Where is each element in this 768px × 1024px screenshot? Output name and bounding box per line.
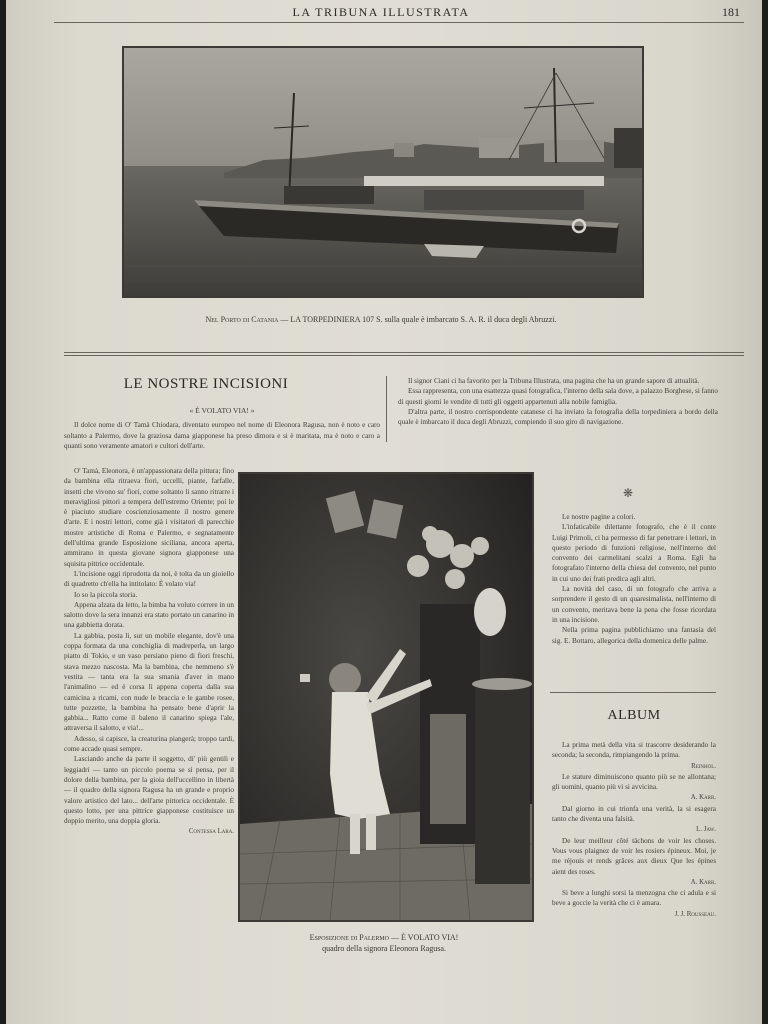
right-paragraph: Le nostre pagine a colori.: [562, 513, 636, 521]
article-title: LE NOSTRE INCISIONI: [123, 376, 289, 392]
painting-caption-line2: quadro della signora Eleonora Ragusa.: [322, 944, 446, 953]
page-number: 181: [722, 5, 740, 19]
top-photo-caption-text: — LA TORPEDINIERA 107 S. sulla quale è imbarcato S. A. R. il duca degli Abruzzi.: [278, 315, 557, 324]
journal-title: LA TRIBUNA ILLUSTRATA: [292, 5, 470, 19]
section-rule-1: [64, 352, 744, 353]
article-paragraph: L'incisione oggi riprodotta da noi, è tolta da un gioiello di quadretto ch'ella ha intitolato: È volato via!: [64, 569, 234, 589]
article-signature: Contessa Lara.: [188, 828, 234, 836]
article-paragraph: Appena alzata da letto, la bimba ha voluto correre in un salotto dove la sera innanzi era stato portato un canarino in una gabbietta dorata.: [64, 600, 234, 630]
album-quote: La prima metà della vita si trascorre desiderando la seconda; la seconda, rimpiangendo la prima.: [552, 741, 716, 760]
album-quote: Le stature diminuiscono quanto più se ne allontana; gli uomini, quanto più vi si avvicina.: [552, 772, 716, 792]
right-column-top: [398, 376, 718, 427]
album-quote: Dal giorno in cui trionfa una verità, la si esagera tanto che diventa una falsità.: [552, 804, 716, 824]
album-quote: Si beve a lunghi sorsi la menzogna che ci adula e si beve a goccie la verità che ci è amara.: [552, 889, 716, 908]
article-paragraph: Il dolce nome di O' Tamà Chiodara, diventato europeo nel nome di Eleonora Ragusa, non è noto e caro soltanto a Palermo, dove la graziosa dama giapponese ha preso dimora e si è maritata, ma è noto e caro a quanti sono veramente amatori e cultori dell'arte.: [64, 421, 380, 450]
album-rule: [550, 692, 716, 693]
torpedo-boat-illustration: [124, 48, 642, 296]
header-rule: [54, 22, 744, 23]
torpedo-boat-photo: [122, 46, 644, 298]
album-quote: De leur meilleur côté tâchons de voir les choses. Vous vous plaignez de voir les rosiers épineux. Moi, je me réjouis et rends grâces aux dieux Que les épines aient des roses.: [552, 836, 716, 876]
album-title: ALBUM: [607, 708, 661, 723]
right-paragraph: Essa rappresenta, con una esattezza quasi fotografica, l'interno della sala dove, a palazzo Borghese, si fanno di questi giorni le vendite di tutti gli oggetti appartenuti alla nobile famiglia.: [398, 387, 718, 406]
article-left-column: [64, 466, 234, 838]
painting-photo: [238, 472, 534, 922]
article-paragraph: O' Tamà, Eleonora, è un'appassionata della pittura; fino da bambina ella ritraeva fiori, uccelli, piante, farfalle, insetti che vivono su' fiori, come soltanto li sanno ritrarre i meravigliosi pittori a tempera dell'estremo Oriente; poi le è piaciuto studiare coscienziosamente il nostro genere d'arte. E i nostri lettori, come già i visitatori di parecchie mostre artistiche di Roma e Palermo, e segnatamente dell'ultima grande Esposizione siciliana, ancora aperta, ammirano in questa giovane signora giapponese una squisita pittrice occidentale.: [64, 467, 234, 568]
right-paragraph: Il signor Ciani ci ha favorito per la Tribuna Illustrata, una pagina che ha un grande sapore di attualità.: [408, 377, 700, 385]
album-quote-author: J. J. Rousseau.: [674, 910, 716, 918]
article-intro: [64, 406, 380, 451]
page-header: [6, 5, 762, 23]
right-column: [552, 512, 716, 646]
article-paragraph: Adesso, si capisce, la creaturina piangerà; troppo tardi, come accade quasi sempre.: [64, 734, 234, 754]
album-quote-author: A. Karr.: [690, 878, 716, 886]
article-subtitle: « È VOLATO VIA! »: [189, 406, 255, 415]
section-rule-2: [64, 355, 744, 356]
top-photo-caption-place: Nel Porto di Catania: [205, 315, 279, 324]
painting-caption-place: Esposizione di Palermo: [309, 933, 389, 942]
album-quote-author: L. Jaw.: [696, 826, 716, 834]
child-canary-painting: [240, 474, 532, 920]
painting-caption-text: — È VOLATO VIA!: [389, 933, 459, 942]
right-paragraph: L'infaticabile dilettante fotografo, che è il conte Luigi Primoli, ci ha permesso di far penetrare i lettori, in questo periodo di funzioni religiose, nell'interno del convento dei carmelitani scalzi a Roma. Egli ha fotografato l'interno della chiesa del convento, nel punto in cui uno dei frati predica agli altri.: [552, 523, 716, 583]
article-paragraph: La gabbia, posta lì, sur un mobile elegante, dov'è una coppa formata da una conchiglia di madreperla, un largo piatto di Tokio, e un vaso persiano pieno di fiori freschi, stava mezzo nascosta. Ma la bambina, che nemmeno s'è vestita — tanta era la sua smania d'aver in mano l'animalino — ed è corsa lì appena coperta dalla sua camicina a ricami, con nude le braccia e le gambe rosee, tutte pozzette, la bambina ha pensato bene d'aprir la gabbia... Ratto come il baleno il canarino spiega l'ale, attraversa il salotto, e via!...: [64, 631, 234, 733]
top-photo-caption: [122, 314, 640, 325]
article-paragraph: Lasciando anche da parte il soggetto, di' più gentili e leggiadri — tanto un piccolo poema se sì pensa, per il dolore della bambina, per la gioia dell'uccellino in libertà — il quadro della signora Ragusa ha un grande e proprio valore artistico del lato... dell'arte pittorica occidentale. È questo lotto, per una pittrice giapponese costituisce un doppio merito, una doppia gloria.: [64, 755, 234, 826]
column-divider: [386, 376, 387, 442]
painting-caption: [238, 932, 530, 954]
right-paragraph: D'altra parte, il nostro corrispondente catanese ci ha inviato la fotografia della torpediniera a bordo della quale è imbarcato il duca degli Abruzzi, compiendo il suo giro di navigazione.: [398, 407, 718, 427]
right-paragraph: La novità del caso, di un fotografo che arriva a sorprendere il gesto di un quaresimalista, nell'interno di un convento, meritava bene la pena che fosse ricordata in una incisione.: [552, 585, 716, 624]
ornament-asterisk: ❋: [623, 486, 634, 500]
album-quote-author: Reinhol.: [691, 762, 716, 770]
album-quote-author: A. Karr.: [690, 794, 716, 802]
right-paragraph: Nella prima pagina pubblichiamo una fantasia del sig. E. Bottaro, allegorica della domenica delle palme.: [552, 626, 716, 645]
article-paragraph: Io so la piccola storia.: [74, 590, 138, 599]
newspaper-page: [6, 0, 762, 1024]
album-quotes: [552, 740, 716, 920]
